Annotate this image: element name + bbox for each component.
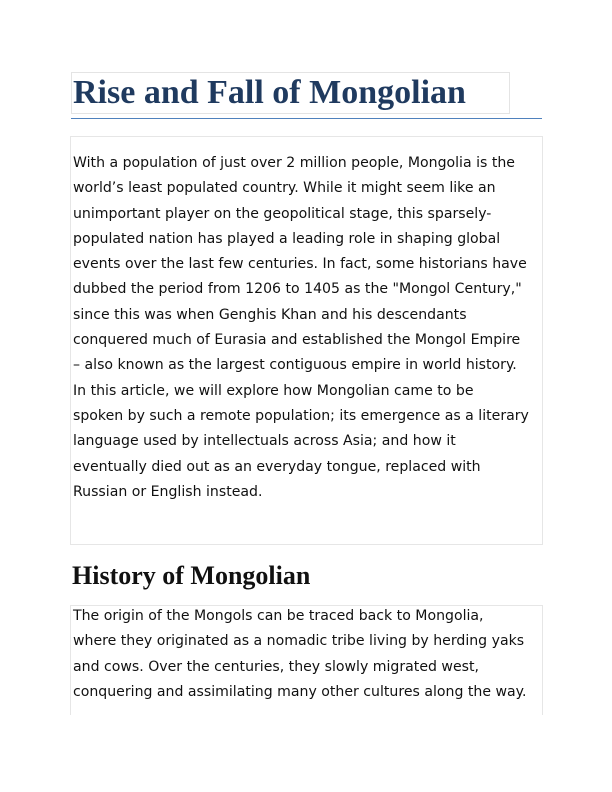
section-heading-history: History of Mongolian bbox=[72, 561, 311, 590]
intro-line: populated nation has played a leading role in shaping global bbox=[73, 230, 501, 247]
intro-line: With a population of just over 2 million people, Mongolia is the bbox=[73, 155, 515, 171]
intro-line: events over the last few centuries. In fact, some historians have bbox=[73, 256, 527, 273]
intro-line: since this was when Genghis Khan and his descendants bbox=[73, 306, 467, 323]
intro-line: conquered much of Eurasia and established the Mongol Empire bbox=[73, 332, 521, 349]
intro-line: Russian or English instead. bbox=[73, 483, 263, 500]
history-line: conquering and assimilating many other cultures along the way. bbox=[73, 683, 527, 700]
intro-line: – also known as the largest contiguous empire in world history. bbox=[73, 357, 517, 374]
intro-line: dubbed the period from 1206 to 1405 as the "Mongol Century," bbox=[73, 281, 522, 298]
intro-line: In this article, we will explore how Mongolian came to be bbox=[73, 382, 474, 399]
intro-line: eventually died out as an everyday tongue, replaced with bbox=[73, 458, 481, 475]
intro-line: spoken by such a remote population; its emergence as a literary bbox=[73, 407, 529, 424]
intro-line: language used by intellectuals across Asia; and how it bbox=[73, 433, 456, 450]
history-line: The origin of the Mongols can be traced back to Mongolia, bbox=[73, 608, 484, 624]
history-paragraph bbox=[73, 604, 541, 705]
intro-paragraph bbox=[73, 151, 541, 505]
intro-line: unimportant player on the geopolitical stage, this sparsely- bbox=[73, 205, 492, 222]
title-underline bbox=[71, 118, 542, 119]
history-line: and cows. Over the centuries, they slowly migrated west, bbox=[73, 658, 479, 675]
page-title: Rise and Fall of Mongolian bbox=[73, 74, 466, 111]
history-line: where they originated as a nomadic tribe living by herding yaks bbox=[73, 633, 525, 650]
intro-line: world’s least populated country. While it might seem like an bbox=[73, 180, 496, 197]
